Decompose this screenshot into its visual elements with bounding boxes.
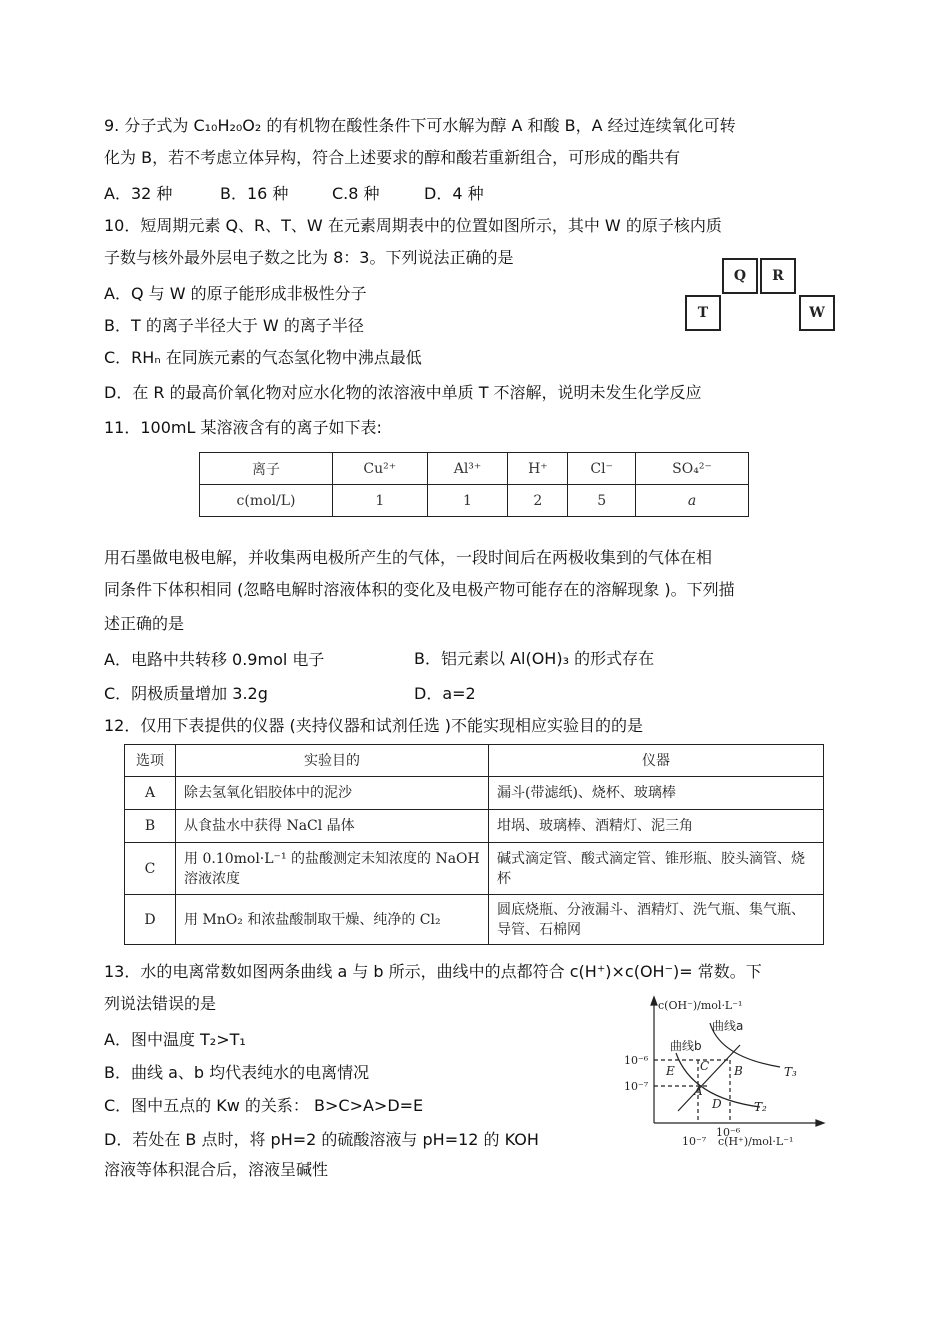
q9-option-a[interactable]: A．32 种 — [104, 184, 173, 203]
q9-option-b[interactable]: B．16 种 — [220, 184, 289, 203]
row-purpose: 除去氢氧化铝胶体中的泥沙 — [176, 777, 489, 810]
conc-label: c(mol/L) — [200, 485, 333, 517]
ion-table — [199, 452, 749, 517]
q9-option-d[interactable]: D．4 种 — [424, 184, 484, 203]
table-row — [125, 777, 824, 810]
cell-r: R — [760, 258, 796, 294]
q13-option-d-cont: 溶液等体积混合后，溶液呈碱性 — [104, 1160, 329, 1179]
row-instruments: 漏斗(带滤纸)、烧杯、玻璃棒 — [489, 777, 824, 810]
q13-option-a[interactable]: A．图中温度 T₂>T₁ — [104, 1030, 246, 1049]
q13-line2: 列说法错误的是 — [104, 994, 217, 1013]
conc-al: 1 — [427, 485, 508, 517]
y-axis-label: c(OH⁻)/mol·L⁻¹ — [658, 999, 743, 1012]
row-option: A — [125, 777, 176, 810]
col-instruments: 仪器 — [489, 745, 824, 777]
row-purpose: 从食盐水中获得 NaCl 晶体 — [176, 810, 489, 843]
x-axis-arrow — [816, 1120, 824, 1126]
row-option: C — [125, 843, 176, 895]
t2-label: T₂ — [754, 1100, 767, 1114]
y-tick-1e-6: 10⁻⁶ — [624, 1054, 649, 1067]
row-option: B — [125, 810, 176, 843]
point-b: B — [734, 1064, 743, 1078]
row-instruments: 坩埚、玻璃棒、酒精灯、泥三角 — [489, 810, 824, 843]
q13-option-c[interactable]: C．图中五点的 Kw 的关系： B>C>A>D=E — [104, 1096, 424, 1115]
conc-so4: a — [636, 485, 749, 517]
ion-header-h: H⁺ — [508, 453, 568, 485]
col-purpose: 实验目的 — [176, 745, 489, 777]
point-d: D — [712, 1097, 722, 1111]
kw-graph — [620, 995, 840, 1150]
q10-option-d[interactable]: D．在 R 的最高价氧化物对应水化物的浓溶液中单质 T 不溶解，说明未发生化学反应 — [104, 383, 702, 402]
q12-stem: 12．仅用下表提供的仪器 (夹持仪器和试剂任选 )不能实现相应实验目的的是 — [104, 716, 644, 735]
ion-header-so4: SO₄²⁻ — [636, 453, 749, 485]
q10-option-a[interactable]: A．Q 与 W 的原子能形成非极性分子 — [104, 284, 367, 303]
point-e: E — [666, 1064, 675, 1078]
q9-line1: 9. 分子式为 C₁₀H₂₀O₂ 的有机物在酸性条件下可水解为醇 A 和酸 B，A 经过连续氧化可转 — [104, 116, 736, 135]
q10-option-c[interactable]: C．RHₙ 在同族元素的气态氢化物中沸点最低 — [104, 348, 422, 367]
row-instruments: 圆底烧瓶、分液漏斗、酒精灯、洗气瓶、集气瓶、导管、石棉网 — [489, 895, 824, 945]
x-tick-1e-7: 10⁻⁷ — [682, 1135, 707, 1148]
q13-line1: 13．水的电离常数如图两条曲线 a 与 b 所示，曲线中的点都符合 c(H⁺)×c(OH⁻)= 常数。下 — [104, 962, 762, 981]
ion-header-cu: Cu²⁺ — [333, 453, 428, 485]
table-row — [125, 843, 824, 895]
q11-option-d[interactable]: D．a=2 — [414, 684, 476, 703]
conc-cu: 1 — [333, 485, 428, 517]
y-tick-1e-7: 10⁻⁷ — [624, 1080, 649, 1093]
q9-option-c[interactable]: C.8 种 — [332, 184, 380, 203]
ion-header-cl: Cl⁻ — [568, 453, 636, 485]
q11-option-a[interactable]: A．电路中共转移 0.9mol 电子 — [104, 650, 325, 669]
ion-header-label: 离子 — [200, 453, 333, 485]
q11-body3: 述正确的是 — [104, 614, 185, 633]
table-row — [125, 810, 824, 843]
q11-option-b[interactable]: B．铝元素以 Al(OH)₃ 的形式存在 — [414, 649, 655, 668]
table-row — [125, 895, 824, 945]
q13-option-b[interactable]: B．曲线 a、b 均代表纯水的电离情况 — [104, 1063, 370, 1082]
col-option: 选项 — [125, 745, 176, 777]
cell-t: T — [685, 295, 721, 331]
row-instruments: 碱式滴定管、酸式滴定管、锥形瓶、胶头滴管、烧杯 — [489, 843, 824, 895]
y-axis-arrow — [651, 997, 657, 1005]
cell-q: Q — [722, 258, 758, 294]
q11-option-c[interactable]: C．阴极质量增加 3.2g — [104, 684, 268, 703]
x-tick-1e-6: 10⁻⁶ — [716, 1126, 741, 1139]
q9-line2: 化为 B，若不考虑立体异构，符合上述要求的醇和酸若重新组合，可形成的酯共有 — [104, 148, 681, 167]
q10-option-b[interactable]: B．T 的离子半径大于 W 的离子半径 — [104, 316, 364, 335]
point-c: C — [700, 1059, 710, 1073]
curve-b-label: 曲线b — [670, 1039, 702, 1053]
ion-header-al: Al³⁺ — [427, 453, 508, 485]
conc-cl: 5 — [568, 485, 636, 517]
row-purpose: 用 0.10mol·L⁻¹ 的盐酸测定未知浓度的 NaOH 溶液浓度 — [176, 843, 489, 895]
point-a: A — [694, 1084, 703, 1098]
conc-h: 2 — [508, 485, 568, 517]
instrument-table — [124, 744, 824, 945]
q11-body2: 同条件下体积相同 (忽略电解时溶液体积的变化及电极产物可能存在的溶解现象 )。下列描 — [104, 580, 735, 599]
cell-w: W — [799, 295, 835, 331]
row-option: D — [125, 895, 176, 945]
q11-stem: 11．100mL 某溶液含有的离子如下表: — [104, 418, 382, 437]
x-axis-label: c(H⁺)/mol·L⁻¹ — [718, 1135, 794, 1148]
curve-a-label: 曲线a — [712, 1019, 744, 1033]
q13-option-d[interactable]: D．若处在 B 点时，将 pH=2 的硫酸溶液与 pH=12 的 KOH — [104, 1130, 539, 1149]
t3-label: T₃ — [784, 1065, 797, 1079]
row-purpose: 用 MnO₂ 和浓盐酸制取干燥、纯净的 Cl₂ — [176, 895, 489, 945]
q11-body1: 用石墨做电极电解，并收集两电极所产生的气体，一段时间后在两极收集到的气体在相 — [104, 548, 713, 567]
q10-line1: 10．短周期元素 Q、R、T、W 在元素周期表中的位置如图所示，其中 W 的原子核内质 — [104, 216, 722, 235]
q10-line2: 子数与核外最外层电子数之比为 8：3。下列说法正确的是 — [104, 248, 514, 267]
